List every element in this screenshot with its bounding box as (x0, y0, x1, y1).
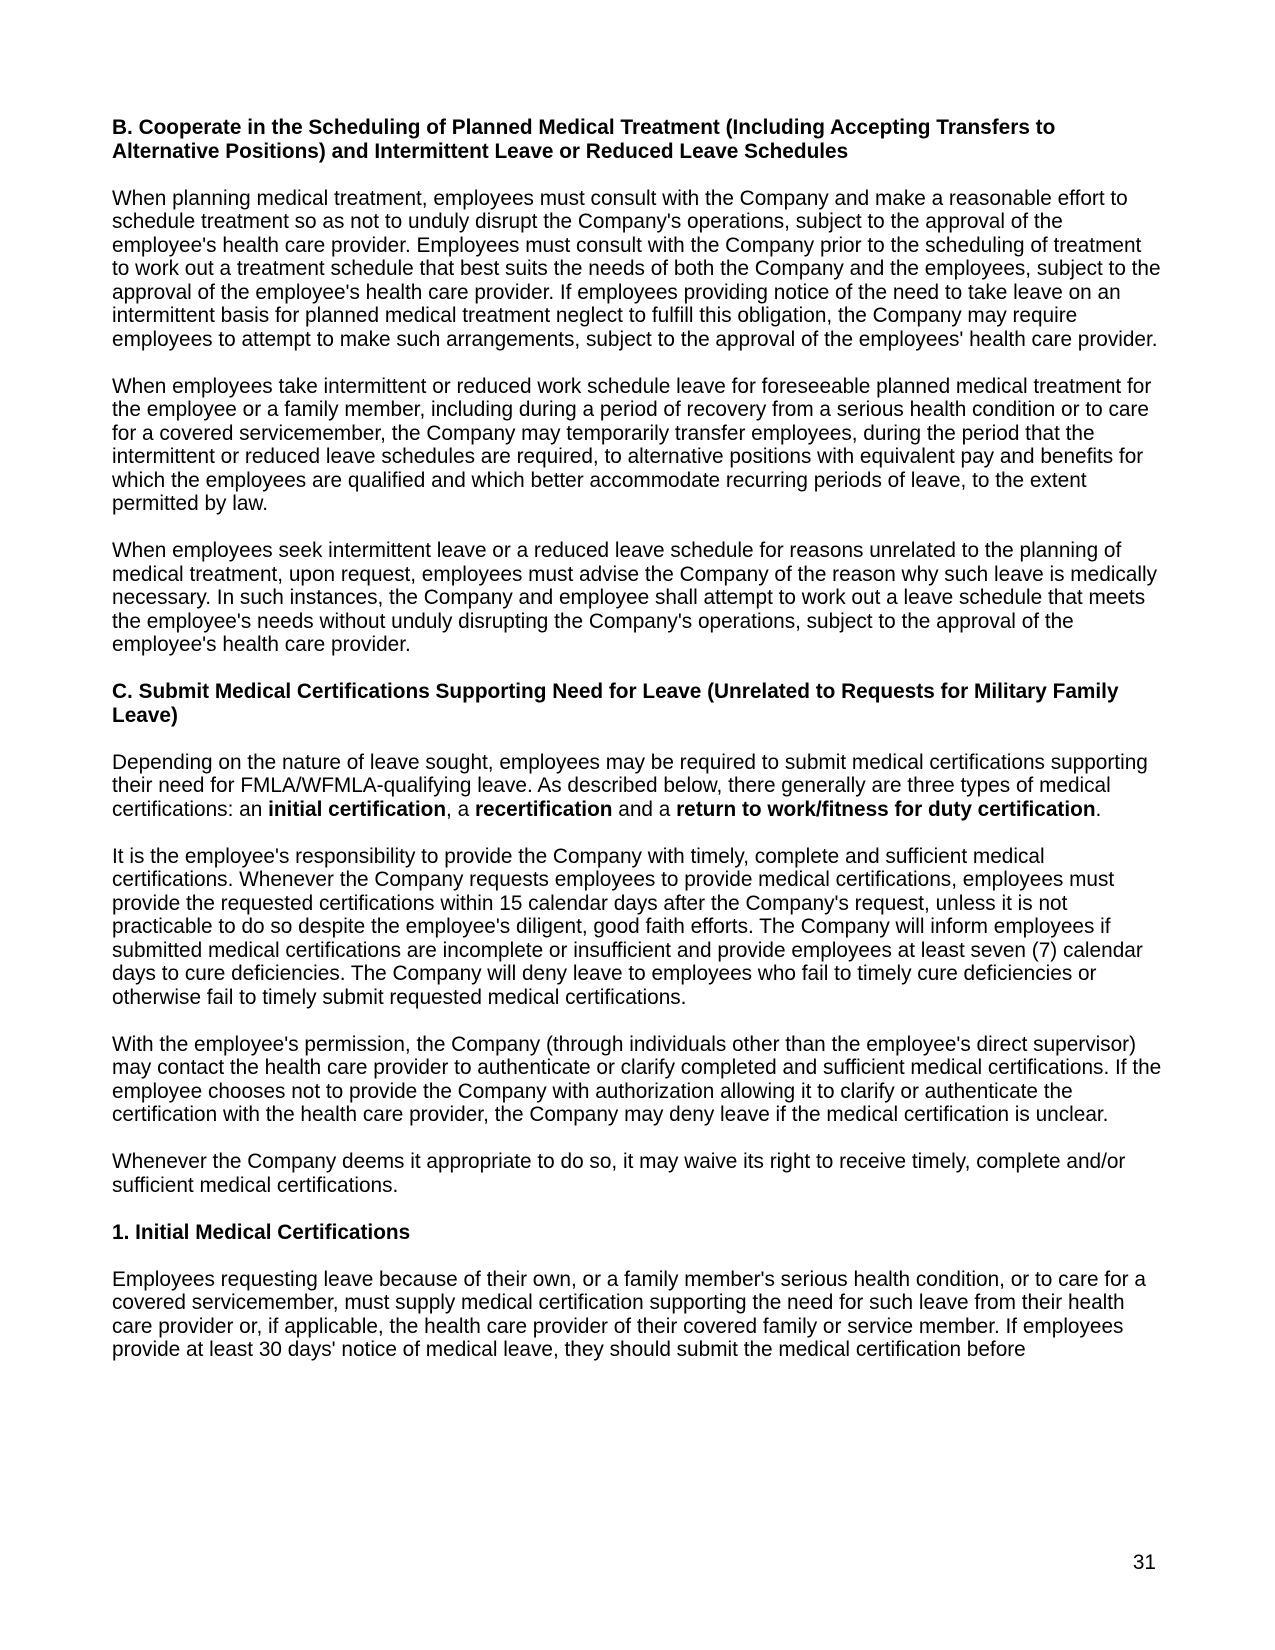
page-number: 31 (1132, 1551, 1156, 1574)
certification-types-run-6: . (1095, 797, 1102, 821)
paragraph-intermittent-transfer: When employees take intermittent or reduced work schedule leave for foreseeable planned medical treatment for the employee or a family member, including during a period of recovery from a serious health condition or to care for a covered servicemember, the Company may temporarily transfer employees, during the period that the intermittent or reduced leave schedules are required, to alternative positions with equivalent pay and benefits for which the employees are qualified and which better accommodate recurring periods of leave, to the extent permitted by law. (112, 374, 1152, 515)
certification-types-run-3-recertification: recertification (474, 797, 613, 821)
certification-types-run-1-initial-certification: initial certification (268, 797, 447, 821)
paragraph-waive-right: Whenever the Company deems it appropriate to do so, it may waive its right to receive timely, complete and/or sufficient medical certifications. (112, 1150, 1126, 1197)
subsection-heading-initial-medical-certifications: 1. Initial Medical Certifications (112, 1220, 411, 1244)
paragraph-initial-certifications-body: Employees requesting leave because of their own, or a family member's serious health condition, or to care for a covered servicemember, must supply medical certification supporting the need for such leave from their health care provider or, if applicable, the health care provider of their covered family or service member. If employees provide at least 30 days' notice of medical leave, they should submit the medical certification before (112, 1267, 1146, 1361)
certification-types-run-0: Depending on the nature of leave sought, employees may be required to submit medical certifications supporting their need for FMLA/WFMLA-qualifying leave. As described below, there generally are three types of medical certifications: an (112, 750, 1148, 821)
paragraph-unrelated-to-planning: When employees seek intermittent leave or a reduced leave schedule for reasons unrelated to the planning of medical treatment, upon request, employees must advise the Company of the reason why such leave is medically necessary. In such instances, the Company and employee shall attempt to work out a leave schedule that meets the employee's needs without unduly disrupting the Company's operations, subject to the approval of the employee's health care provider. (112, 539, 1157, 656)
document-body (112, 116, 1163, 1362)
section-heading-b: B. Cooperate in the Scheduling of Planned Medical Treatment (Including Accepting Transfers to Alternative Positions) and Intermittent Leave or Reduced Leave Schedules (112, 116, 1056, 163)
paragraph-certification-types (112, 751, 1163, 822)
paragraph-authenticate-clarify: With the employee's permission, the Company (through individuals other than the employee's direct supervisor) may contact the health care provider to authenticate or clarify completed and sufficient medical certifications. If the employee chooses not to provide the Company with authorization allowing it to clarify or authenticate the certification with the health care provider, the Company may deny leave if the medical certification is unclear. (112, 1032, 1162, 1126)
paragraph-planning-treatment: When planning medical treatment, employees must consult with the Company and make a reasonable effort to schedule treatment so as not to unduly disrupt the Company's operations, subject to the approval of the employee's health care provider. Employees must consult with the Company prior to the scheduling of treatment to work out a treatment schedule that best suits the needs of both the Company and the employees, subject to the approval of the employee's health care provider. If employees providing notice of the need to take leave on an intermittent basis for planned medical treatment neglect to fulfill this obligation, the Company may require employees to attempt to make such arrangements, subject to the approval of the employees' health care provider. (112, 186, 1161, 351)
certification-types-run-2: , a (446, 797, 475, 821)
paragraph-timely-certifications: It is the employee's responsibility to provide the Company with timely, complete and sufficient medical certifications. Whenever the Company requests employees to provide medical certifications, employees must provide the requested certifications within 15 calendar days after the Company's request, unless it is not practicable to do so despite the employee's diligent, good faith efforts. The Company will inform employees if submitted medical certifications are incomplete or insufficient and provide employees at least seven (7) calendar days to cure deficiencies. The Company will deny leave to employees who fail to timely cure deficiencies or otherwise fail to timely submit requested medical certifications. (112, 844, 1143, 1009)
certification-types-run-4: and a (612, 797, 677, 821)
section-heading-c: C. Submit Medical Certifications Supporting Need for Leave (Unrelated to Requests for Military Family Leave) (112, 680, 1119, 727)
certification-types-run-5-return-to-work: return to work/fitness for duty certification (676, 797, 1096, 821)
